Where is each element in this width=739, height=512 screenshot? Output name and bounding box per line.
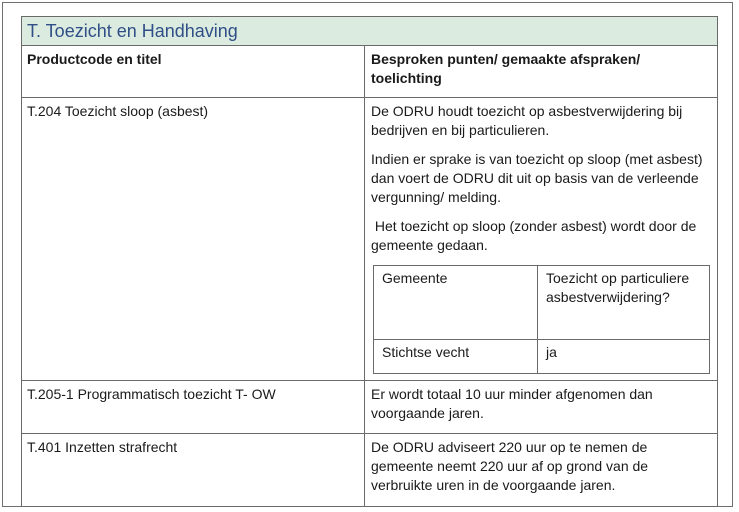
product-description xyxy=(365,98,718,381)
gemeente-table xyxy=(373,265,710,374)
inner-header-toezicht: Toezicht op particuliere asbestverwijdering? xyxy=(538,266,710,340)
product-description xyxy=(365,381,718,434)
product-code-title: T.204 Toezicht sloop (asbest) xyxy=(22,98,365,381)
description-paragraph: De ODRU houdt toezicht op asbestverwijdering bij bedrijven en bij particulieren. xyxy=(371,103,683,138)
header-row xyxy=(22,46,718,98)
description-paragraph: De ODRU adviseert 220 uur op te nemen de gemeente neemt 220 uur af op grond van de verbruikte uren in de voorgaande jaren. xyxy=(371,439,649,493)
header-productcode: Productcode en titel xyxy=(22,46,365,98)
description-paragraph: Er wordt totaal 10 uur minder afgenomen dan voorgaande jaren. xyxy=(371,386,653,421)
inner-cell-gemeente: Stichtse vecht xyxy=(374,340,538,374)
table-row xyxy=(22,434,718,507)
inner-table-row xyxy=(374,340,710,374)
description-paragraph: Indien er sprake is van toezicht op sloop (met asbest) dan voert de ODRU dit uit op basis van de verleende vergunning/ melding. xyxy=(371,151,703,205)
table-row xyxy=(22,381,718,434)
table-row xyxy=(22,98,718,381)
description-paragraph: Het toezicht op sloop (zonder asbest) wordt door de gemeente gedaan. xyxy=(371,218,701,253)
product-code-title: T.401 Inzetten strafrecht xyxy=(22,434,365,507)
inner-header-gemeente: Gemeente xyxy=(374,266,538,340)
toezicht-table xyxy=(21,16,718,507)
header-besproken-punten: Besproken punten/ gemaakte afspraken/ toelichting xyxy=(365,46,718,98)
section-title-row xyxy=(22,17,718,46)
product-description xyxy=(365,434,718,507)
product-code-title: T.205-1 Programmatisch toezicht T- OW xyxy=(22,381,365,434)
inner-header-row xyxy=(374,266,710,340)
section-title: T. Toezicht en Handhaving xyxy=(22,17,718,46)
inner-cell-value: ja xyxy=(538,340,710,374)
